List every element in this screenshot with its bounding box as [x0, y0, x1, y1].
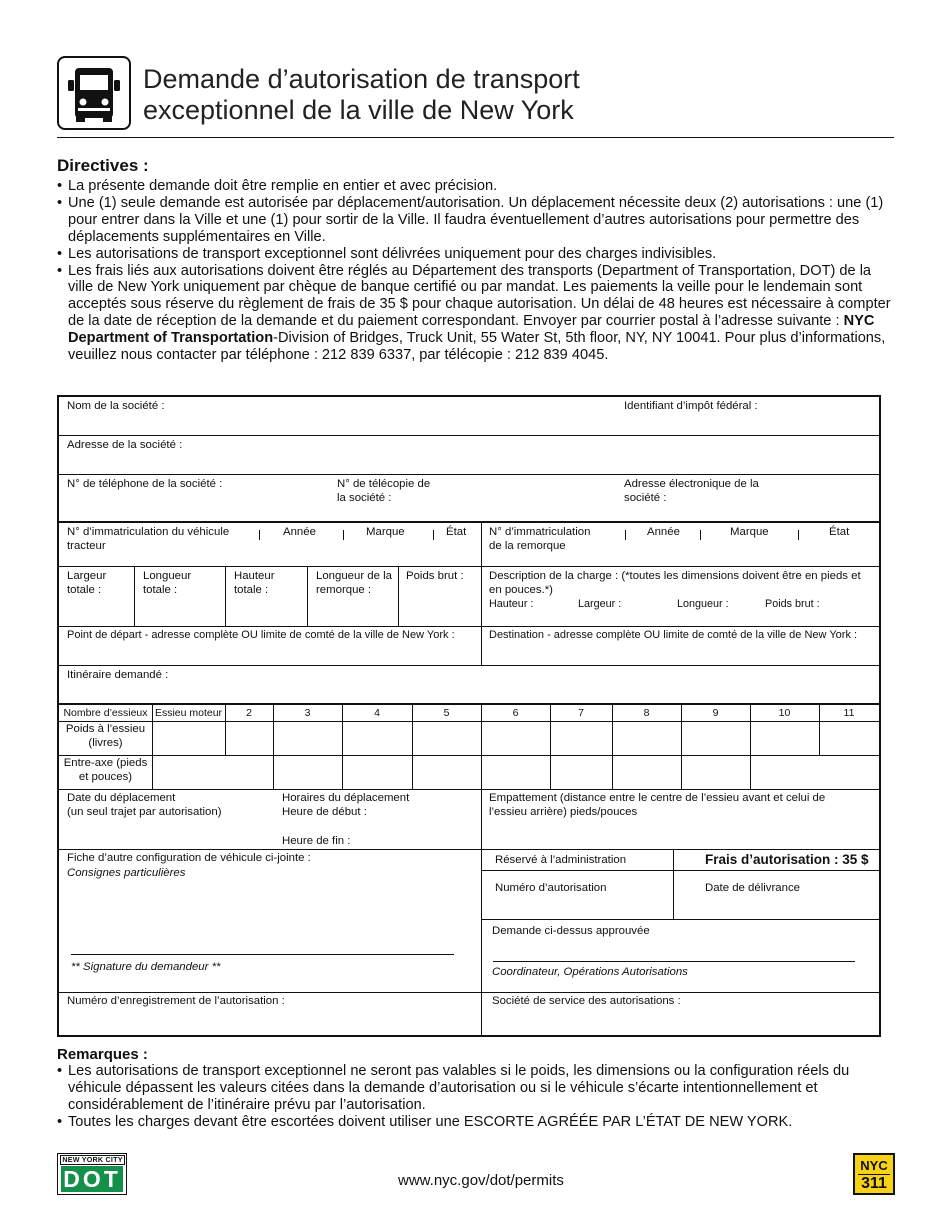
destination-label: Destination - adresse complète OU limite de comté de la ville de New York : — [489, 629, 858, 641]
nyc-dot-logo: NEW YORK CITY DOT — [57, 1153, 127, 1195]
axle-number: 11 — [843, 707, 855, 719]
permit-fee-label: Frais d’autorisation : 35 $ — [705, 852, 869, 867]
trailer-state-label: État — [829, 526, 850, 538]
load-description-label: Description de la charge : (*toutes les dimensions doivent être en pieds et en pouces.*) — [489, 570, 861, 596]
tractor-year-label: Année — [283, 526, 316, 538]
gross-weight-label: Poids brut : — [406, 570, 464, 582]
axle-number: 3 — [304, 707, 311, 719]
company-email-label: Adresse électronique de la société : — [624, 478, 759, 504]
origin-label: Point de départ - adresse complète OU limite de comté de la ville de New York : — [67, 629, 455, 641]
remarks-list — [57, 1063, 897, 1131]
permit-number-label: Numéro d’autorisation — [495, 882, 607, 894]
tractor-make-label: Marque — [366, 526, 405, 538]
company-address-label: Adresse de la société : — [67, 439, 183, 451]
load-weight-label: Poids brut : — [765, 598, 820, 610]
remarks-heading: Remarques : — [57, 1046, 148, 1063]
coordinator-label: Coordinateur, Opérations Autorisations — [492, 966, 688, 978]
list-item: • Les frais liés aux autorisations doivent être réglés au Département des transports (Department of Transportation, DOT) de la ville de New York uniquement par chèque de banque certifié ou par mandat. Les paiements la veille pour le lendemain sont acceptés sous réserve du règlement de frais de 35 $ pour chaque autorisation. Un délai de 48 heures est nécessaire à compter de la date de réception de la demande et du paiement correspondant. Envoyer par courrier postal à l’adresse suivante : NYC Department of Transportation-Division of Bridges, Truck Unit, 55 Water St, 5th floor, NY, NY 10041. Pour plus d’informations, veuillez nous contacter par téléphone : 212 839 6337, par télécopie : 212 839 4045. — [57, 263, 897, 364]
trip-date-label: Date du déplacement (un seul trajet par autorisation) — [67, 792, 222, 818]
load-length-label: Longueur : — [677, 598, 729, 610]
list-item: • Les autorisations de transport exceptionnel ne seront pas valables si le poids, les dimensions ou la configuration réels du véhicule dépassent les valeurs citées dans la demande d’autorisation ou si le véhicule s’écarte intentionnellement et considérablement de l’itinéraire prévu par l’autorisation. — [57, 1063, 897, 1114]
admin-reserved-label: Réservé à l’administration — [495, 854, 627, 866]
directives-heading: Directives : — [57, 156, 149, 175]
special-instructions-label: Consignes particulières — [67, 867, 186, 879]
federal-tax-id-label: Identifiant d’impôt fédéral : — [624, 400, 758, 412]
company-phone-label: N° de téléphone de la société : — [67, 478, 223, 490]
axle-count-label: Nombre d’essieux — [63, 707, 148, 719]
axle-number: 8 — [643, 707, 650, 719]
title-divider — [57, 137, 894, 138]
trailer-length-label: Longueur de la remorque : — [316, 570, 393, 596]
axle-spacing-label: Entre-axe (pieds et pouces) — [63, 757, 148, 783]
company-fax-label: N° de télécopie de la société : — [337, 478, 431, 504]
trailer-registration-label: N° d’immatriculation de la remorque — [489, 526, 591, 552]
axle-number: 10 — [778, 707, 791, 719]
trailer-year-label: Année — [647, 526, 680, 538]
tractor-state-label: État — [446, 526, 467, 538]
page-title: Demande d’autorisation de transport exceptionnel de la ville de New York — [143, 64, 580, 125]
route-label: Itinéraire demandé : — [67, 669, 169, 681]
axle-number: 7 — [578, 707, 584, 719]
total-width-label: Largeur totale : — [67, 570, 107, 596]
drive-axle-label: Essieu moteur — [154, 707, 223, 719]
trailer-make-label: Marque — [730, 526, 769, 538]
list-item: • La présente demande doit être remplie en entier et avec précision. — [57, 178, 897, 195]
trip-hours-label: Horaires du déplacement Heure de début : — [282, 792, 410, 818]
axle-number: 9 — [712, 707, 719, 719]
tractor-registration-label: N° d’immatriculation du véhicule tracteur — [67, 526, 230, 552]
company-name-label: Nom de la société : — [67, 400, 165, 412]
truck-icon — [57, 56, 131, 130]
list-item: • Les autorisations de transport exceptionnel sont délivrées uniquement pour des charges indivisibles. — [57, 246, 897, 263]
wheelbase-label: Empattement (distance entre le centre de l’essieu avant et celui de l’essieu arrière) pieds/pouces — [489, 792, 826, 818]
total-height-label: Hauteur totale : — [234, 570, 275, 596]
permits-url-link[interactable]: www.nyc.gov/dot/permits — [398, 1172, 564, 1189]
approved-label: Demande ci-dessus approuvée — [492, 925, 650, 937]
end-time-label: Heure de fin : — [282, 835, 351, 847]
permit-registration-label: Numéro d’enregistrement de l’autorisation : — [67, 995, 285, 1007]
axle-number: 6 — [512, 707, 519, 719]
total-length-label: Longueur totale : — [143, 570, 192, 596]
axle-number: 4 — [374, 707, 380, 719]
axle-number: 2 — [246, 707, 252, 719]
other-config-label: Fiche d’autre configuration de véhicule ci-jointe : — [67, 852, 311, 864]
permit-application-form — [57, 395, 881, 1037]
axle-weight-label: Poids à l’essieu (livres) — [65, 723, 146, 749]
permit-service-label: Société de service des autorisations : — [492, 995, 681, 1007]
list-item: • Toutes les charges devant être escortées doivent utiliser une ESCORTE AGRÉÉE PAR L’ÉTAT DE NEW YORK. — [57, 1114, 897, 1131]
load-height-label: Hauteur : — [489, 598, 534, 610]
nyc-dot-address-bold: NYC Department of Transportation — [68, 313, 875, 347]
signature-label: ** Signature du demandeur ** — [71, 961, 221, 973]
issue-date-label: Date de délivrance — [705, 882, 800, 894]
nyc311-logo: NYC 311 — [853, 1153, 895, 1195]
list-item: • Une (1) seule demande est autorisée par déplacement/autorisation. Un déplacement nécessite deux (2) autorisations : une (1) pour entrer dans la Ville et une (1) pour sortir de la Ville. Il faudra éventuellement d’autres autorisations pour permettre des déplacements supplémentaires en Ville. — [57, 195, 897, 246]
load-width-label: Largeur : — [578, 598, 622, 610]
directives-list — [57, 178, 897, 364]
axle-number: 5 — [443, 707, 450, 719]
